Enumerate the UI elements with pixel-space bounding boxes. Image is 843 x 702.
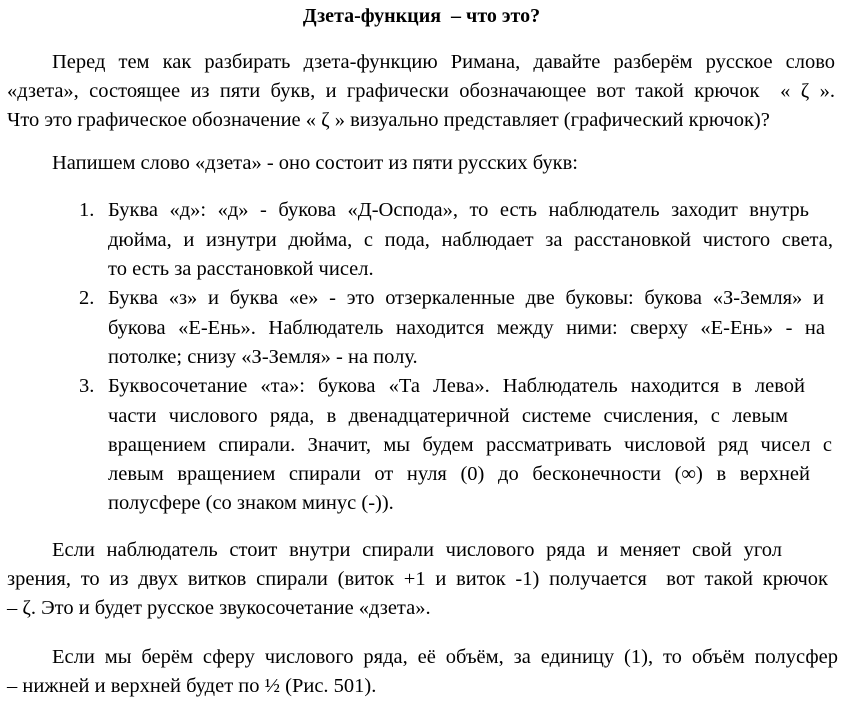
list-item-3-line-1: Буквосочетание «та»: букова «Та Лева». Наблюдатель находится в левой — [108, 375, 805, 397]
page-title: Дзета-функция – что это? — [302, 5, 541, 27]
paragraph-3-line-2: зрения, то из двух витков спирали (виток +1 и виток -1) получается вот такой крючок — [7, 568, 828, 590]
list-item-3-line-4: левым вращением спирали от нуля (0) до бесконечности (∞) в верхней — [108, 463, 810, 485]
paragraph-4-line-1: Если мы берём сферу числового ряда, её объём, за единицу (1), то объём полусфер — [52, 646, 838, 668]
paragraph-3-line-3: – ζ. Это и будет русское звукосочетание «дзета». — [7, 597, 431, 619]
paragraph-1-line-3: Что это графическое обозначение « ζ » визуально представляет (графический крючок)? — [7, 109, 770, 131]
list-item-1-line-3: то есть за расстановкой чисел. — [108, 258, 374, 280]
paragraph-4-line-2: – нижней и верхней будет по ½ (Рис. 501). — [7, 675, 377, 697]
list-item-3-line-3: вращением спирали. Значит, мы будем рассматривать числовой ряд чисел с — [108, 434, 832, 456]
list-item-1-number: 1. — [79, 199, 95, 221]
list-item-2-line-2: букова «Е-Ень». Наблюдатель находится между ними: сверху «Е-Ень» - на — [108, 317, 825, 339]
list-item-3-line-5: полусфере (со знаком минус (-)). — [108, 492, 394, 514]
paragraph-1-line-2: «дзета», состоящее из пяти букв, и графически обозначающее вот такой крючок « ζ ». — [7, 80, 835, 102]
list-item-2-number: 2. — [79, 287, 95, 309]
list-item-2-line-3: потолке; снизу «З-Земля» - на полу. — [108, 346, 418, 368]
list-item-1-line-2: дюйма, и изнутри дюйма, с пода, наблюдает за расстановкой чистого света, — [108, 229, 833, 251]
list-item-3-number: 3. — [79, 375, 95, 397]
paragraph-3-line-1: Если наблюдатель стоит внутри спирали числового ряда и меняет свой угол — [52, 539, 782, 561]
list-item-1-line-1: Буква «д»: «д» - букова «Д-Оспода», то есть наблюдатель заходит внутрь — [108, 199, 809, 221]
list-item-3-line-2: части числового ряда, в двенадцатеричной системе счисления, с левым — [108, 405, 788, 427]
list-item-2-line-1: Буква «з» и буква «е» - это отзеркаленные две буковы: букова «З-Земля» и — [108, 287, 824, 309]
paragraph-1-line-1: Перед тем как разбирать дзета-функцию Римана, давайте разберём русское слово — [52, 51, 835, 73]
paragraph-2-line-1: Напишем слово «дзета» - оно состоит из пяти русских букв: — [52, 152, 578, 174]
